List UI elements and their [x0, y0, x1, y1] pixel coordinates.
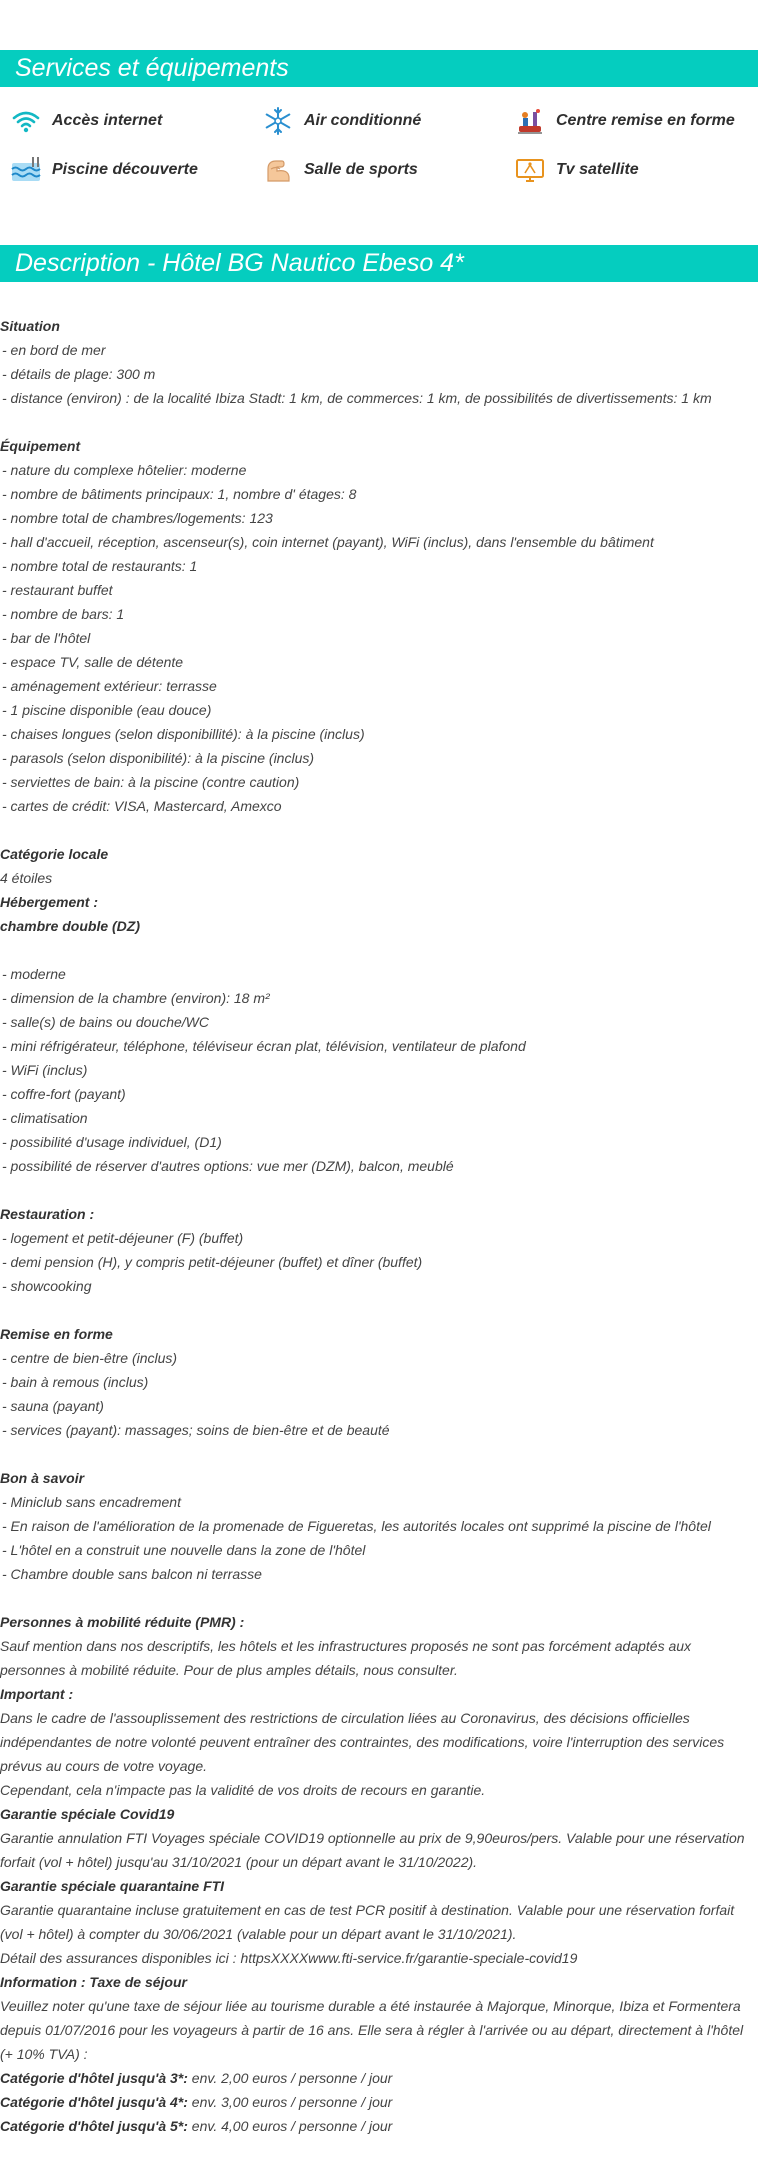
list-item: - 1 piscine disponible (eau douce) — [2, 702, 212, 718]
list-item: - restaurant buffet — [2, 582, 113, 598]
list-item: - climatisation — [2, 1110, 88, 1126]
list-item: - logement et petit-déjeuner (F) (buffet) — [2, 1230, 244, 1246]
list-item: - centre de bien-être (inclus) — [2, 1350, 178, 1366]
list-item: - Chambre double sans balcon ni terrasse — [2, 1566, 262, 1582]
list-item: - cartes de crédit: VISA, Mastercard, Amexco — [2, 798, 282, 814]
service-label: Centre remise en forme — [556, 112, 735, 129]
snowflake-icon — [262, 106, 294, 136]
list-item: - demi pension (H), y compris petit-déjeuner (buffet) et dîner (buffet) — [2, 1254, 423, 1270]
service-gym — [262, 155, 418, 185]
section-heading-remise: Remise en forme — [0, 1326, 113, 1342]
taxe-row-label: Catégorie d'hôtel jusqu'à 3*: — [0, 2070, 188, 2086]
section-heading-bon-a-savoir: Bon à savoir — [0, 1470, 85, 1486]
room-type: chambre double (DZ) — [0, 918, 141, 934]
taxe-row — [0, 2090, 758, 2114]
pmr-text: Sauf mention dans nos descriptifs, les hôtels et les infrastructures proposés ne sont pas forcément adaptés aux personnes à mobilité réduite. Pour de plus amples détails, nous consulter. — [0, 1638, 692, 1678]
taxe-row-label: Catégorie d'hôtel jusqu'à 4*: — [0, 2094, 188, 2110]
section-heading-taxe: Information : Taxe de séjour — [0, 1974, 187, 1990]
gym-icon — [262, 155, 294, 185]
quarantaine-text: Garantie quarantaine incluse gratuitement en cas de test PCR positif à destination. Valable pour une réservation forfait (vol + hôtel) à compter du 30/06/2021 (valable pour un départ avant le 31/10/2021). — [0, 1902, 735, 1942]
list-item: - nombre de bars: 1 — [2, 606, 125, 622]
list-item: - L'hôtel en a construit une nouvelle dans la zone de l'hôtel — [2, 1542, 366, 1558]
section-heading-quarantaine: Garantie spéciale quarantaine FTI — [0, 1878, 225, 1894]
list-item: - espace TV, salle de détente — [2, 654, 184, 670]
service-tv — [514, 155, 639, 185]
list-item: - bar de l'hôtel — [2, 630, 91, 646]
section-heading-categorie: Catégorie locale — [0, 846, 109, 862]
list-item: - WiFi (inclus) — [2, 1062, 88, 1078]
taxe-row-value: env. 4,00 euros / personne / jour — [187, 2118, 393, 2134]
list-item: - nature du complexe hôtelier: moderne — [2, 462, 247, 478]
taxe-row — [0, 2114, 758, 2138]
list-item: - mini réfrigérateur, téléphone, téléviseur écran plat, télévision, ventilateur de plafond — [2, 1038, 526, 1054]
section-heading-situation: Situation — [0, 318, 60, 334]
list-item: - détails de plage: 300 m — [2, 366, 156, 382]
categorie-value: 4 étoiles — [0, 870, 53, 886]
wifi-icon — [10, 106, 42, 136]
list-item: - aménagement extérieur: terrasse — [2, 678, 217, 694]
list-item: - sauna (payant) — [2, 1398, 104, 1414]
spa-icon — [514, 106, 546, 136]
service-label: Piscine découverte — [52, 161, 198, 178]
quarantaine-text-2: Détail des assurances disponibles ici : httpsXXXXwww.fti-service.fr/garantie-speciale-covid19 — [0, 1950, 578, 1966]
service-pool — [10, 155, 198, 185]
important-text-2: Cependant, cela n'impacte pas la validité de vos droits de recours en garantie. — [0, 1782, 486, 1798]
services-header: Services et équipements — [0, 50, 758, 87]
taxe-row — [0, 2066, 758, 2090]
section-heading-equipement: Équipement — [0, 438, 81, 454]
list-item: - showcooking — [2, 1278, 92, 1294]
list-item: - parasols (selon disponibilité): à la piscine (inclus) — [2, 750, 315, 766]
important-text: Dans le cadre de l'assouplissement des restrictions de circulation liées au Coronavirus, des décisions officielles indépendantes de notre volonté peuvent entraîner des contraintes, des modifications, voire l'interruption des services prévus au cours de votre voyage. — [0, 1710, 725, 1774]
list-item: - nombre total de chambres/logements: 123 — [2, 510, 273, 526]
list-item: - serviettes de bain: à la piscine (contre caution) — [2, 774, 300, 790]
service-label: Air conditionné — [304, 112, 422, 129]
taxe-text: Veuillez noter qu'une taxe de séjour liée au tourisme durable a été instaurée à Majorque, Minorque, Ibiza et Formentera depuis 01/07/2016 pour les voyageurs à partir de 16 ans. Elle sera à régler à l'arrivée ou au départ, directement à l'hôtel (+ 10% TVA) : — [0, 1998, 744, 2062]
pool-icon — [10, 155, 42, 185]
list-item: - possibilité d'usage individuel, (D1) — [2, 1134, 222, 1150]
section-heading-hebergement: Hébergement : — [0, 894, 99, 910]
service-label: Accès internet — [52, 112, 163, 129]
taxe-row-value: env. 2,00 euros / personne / jour — [187, 2070, 393, 2086]
list-item: - distance (environ) : de la localité Ibiza Stadt: 1 km, de commerces: 1 km, de possibilités de divertissements: 1 km — [2, 390, 712, 406]
list-item: - bain à remous (inclus) — [2, 1374, 149, 1390]
list-item: - salle(s) de bains ou douche/WC — [2, 1014, 209, 1030]
list-item: - Miniclub sans encadrement — [2, 1494, 181, 1510]
list-item: - chaises longues (selon disponibillité): à la piscine (inclus) — [2, 726, 365, 742]
list-item: - en bord de mer — [2, 342, 106, 358]
taxe-row-label: Catégorie d'hôtel jusqu'à 5*: — [0, 2118, 188, 2134]
section-heading-restauration: Restauration : — [0, 1206, 95, 1222]
service-label: Salle de sports — [304, 161, 418, 178]
taxe-row-value: env. 3,00 euros / personne / jour — [187, 2094, 393, 2110]
list-item: - possibilité de réserver d'autres options: vue mer (DZM), balcon, meublé — [2, 1158, 454, 1174]
service-internet — [10, 106, 162, 136]
list-item: - coffre-fort (payant) — [2, 1086, 126, 1102]
list-item: - services (payant): massages; soins de bien-être et de beauté — [2, 1422, 390, 1438]
list-item: - dimension de la chambre (environ): 18 m² — [2, 990, 270, 1006]
section-heading-important: Important : — [0, 1686, 74, 1702]
service-label: Tv satellite — [556, 161, 639, 178]
list-item: - moderne — [2, 966, 66, 982]
list-item: - nombre de bâtiments principaux: 1, nombre d' étages: 8 — [2, 486, 357, 502]
tv-icon — [514, 155, 546, 185]
section-heading-covid: Garantie spéciale Covid19 — [0, 1806, 175, 1822]
list-item: - En raison de l'amélioration de la promenade de Figueretas, les autorités locales ont supprimé la piscine de l'hôtel — [2, 1518, 711, 1534]
list-item: - hall d'accueil, réception, ascenseur(s), coin internet (payant), WiFi (inclus), dans l'ensemble du bâtiment — [2, 534, 654, 550]
list-item: - nombre total de restaurants: 1 — [2, 558, 198, 574]
section-heading-pmr: Personnes à mobilité réduite (PMR) : — [0, 1614, 245, 1630]
covid-text: Garantie annulation FTI Voyages spéciale COVID19 optionnelle au prix de 9,90euros/pers. Valable pour une réservation forfait (vol + hôtel) jusqu'au 31/10/2021 (pour un départ avant le 31/10/2022). — [0, 1830, 745, 1870]
service-fitness — [514, 106, 735, 136]
description-header: Description - Hôtel BG Nautico Ebeso 4* — [0, 245, 758, 282]
description-body — [0, 314, 758, 2138]
service-aircon — [262, 106, 421, 136]
